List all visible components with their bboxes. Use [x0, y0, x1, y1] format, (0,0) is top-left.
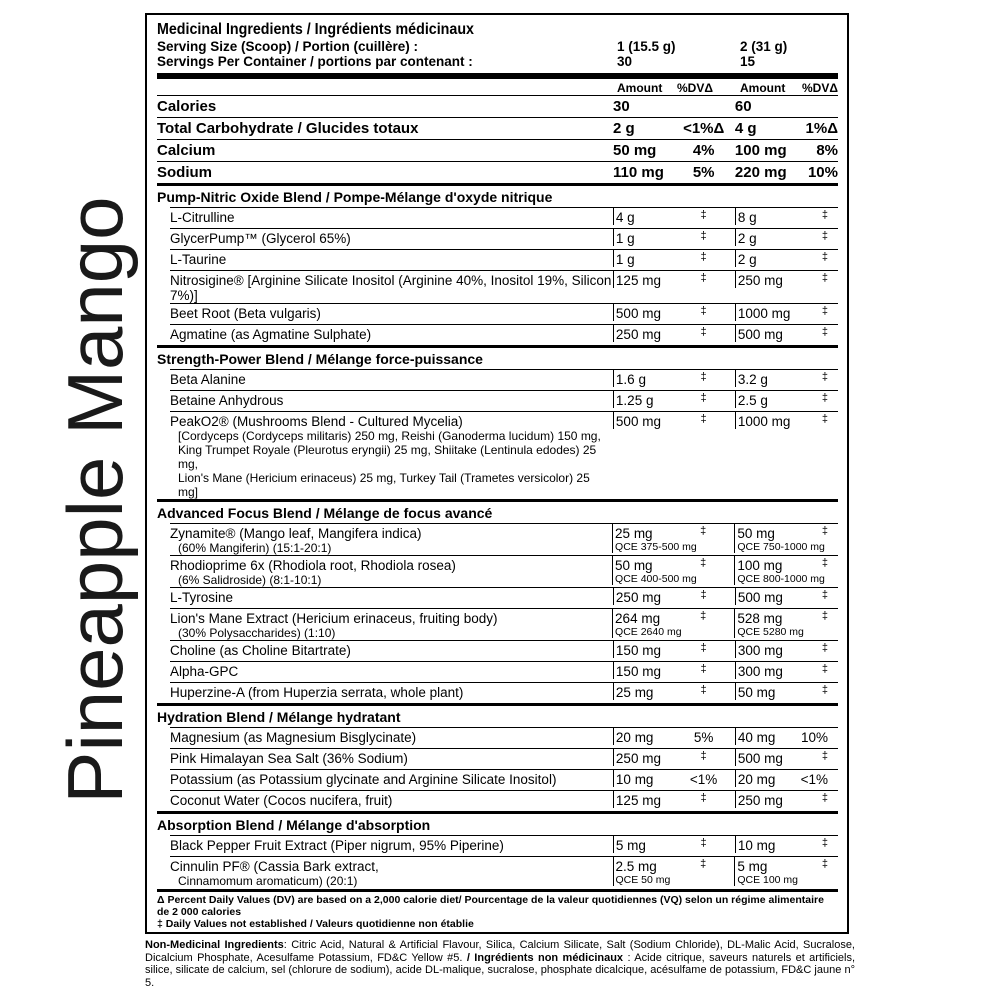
- amount-1: 150 mg: [615, 664, 661, 679]
- amount-1: 1.25 g: [615, 393, 654, 408]
- amount-2: 100 mg: [737, 558, 783, 573]
- non-medicinal-text-fr: : Acide citrique, saveurs naturels et artificiels, silice, silicate de calcium, sel (chlorure de sodium), acide DL-malique, sucralose, phosphate dicalcique, acésulfame de potassium, FD&C jaune n° 5.: [145, 951, 856, 989]
- ingredient-name-cell: [170, 208, 613, 225]
- amount-1: 500 mg: [615, 306, 661, 321]
- ingredient-name-detail: (30% Polysaccharides) (1:10): [178, 626, 336, 640]
- dv-1: ‡: [700, 209, 707, 221]
- amount-2-cell: [735, 229, 796, 246]
- ingredient-name: Magnesium (as Magnesium Bisglycinate): [170, 730, 417, 745]
- amount-2-cell: [735, 641, 796, 658]
- qce-1: QCE 400-500 mg: [615, 573, 697, 585]
- servings-label: Servings Per Container / portions par contenant :: [157, 54, 473, 69]
- serving-size-row: [157, 39, 838, 54]
- dv-1: ‡: [700, 684, 707, 696]
- dv-1: ‡: [700, 272, 707, 284]
- amount-2-cell: [735, 728, 796, 745]
- nutrient-name: Sodium: [157, 164, 212, 181]
- amount-2-cell: [735, 770, 796, 787]
- servings-row: [157, 54, 838, 69]
- hydration-list: [157, 727, 838, 811]
- amount-2: 220 mg: [734, 164, 787, 181]
- amount-1: 25 mg: [615, 526, 653, 541]
- dv-2: 8%: [816, 142, 838, 159]
- amount-1-cell: [613, 641, 672, 658]
- amount-2: 100 mg: [734, 142, 787, 159]
- major-nutrients: [157, 95, 838, 183]
- amount-2: 60: [734, 98, 752, 115]
- amount-1: 50 mg: [615, 558, 653, 573]
- amount-2-cell: [735, 325, 796, 342]
- ingredient-row: [170, 856, 838, 888]
- amount-1: 250 mg: [615, 327, 661, 342]
- ingredient-name-cell: [170, 524, 612, 555]
- footnote-nodv: ‡ Daily Values not established / Valeurs quotidienne non établie: [157, 918, 474, 930]
- ingredient-row: [170, 790, 838, 811]
- ingredient-name: Agmatine (as Agmatine Sulphate): [170, 327, 372, 342]
- ingredient-name: Cinnulin PF® (Cassia Bark extract,: [170, 859, 379, 874]
- ingredient-name-cell: [170, 609, 612, 640]
- nutrient-name: Calories: [157, 98, 217, 115]
- amount-1-cell: [612, 609, 682, 638]
- dv-2: ‡: [821, 230, 828, 242]
- amount-1: 125 mg: [615, 793, 661, 808]
- ingredient-row: [170, 369, 838, 390]
- ingredient-name-cell: [170, 412, 613, 499]
- dv-2: ‡: [821, 684, 828, 696]
- flavor-name-area: [40, 100, 150, 900]
- nutrient-row: [157, 161, 838, 183]
- dv-2: 1%Δ: [805, 120, 838, 137]
- column-headers: [157, 79, 838, 95]
- ingredient-name: Rhodioprime 6x (Rhodiola root, Rhodiola rosea): [170, 558, 456, 573]
- ingredient-name: Lion's Mane Extract (Hericium erinaceus, fruiting body): [170, 611, 498, 626]
- dv-2: ‡: [821, 272, 828, 284]
- amount-1: 150 mg: [615, 643, 661, 658]
- ingredient-name-detail: (60% Mangiferin) (15:1-20:1): [178, 541, 332, 555]
- ingredient-subline: King Trumpet Royale (Pleurotus eryngii) 25 mg, Shiitake (Lentinula edodes) 25 mg,: [178, 443, 597, 471]
- footnote-dv: Δ Percent Daily Values (DV) are based on a 2,000 calorie diet/ Pourcentage de la valeur quotidiennes (VQ) selon un régime alimentaire de 2 000 calories: [157, 894, 824, 918]
- ingredient-row: [170, 748, 838, 769]
- ingredient-row: [170, 411, 838, 499]
- ingredient-name: Nitrosigine® [Arginine Silicate Inositol (Arginine 40%, Inositol 19%, Silicon 7%)]: [170, 273, 612, 303]
- amount-1-cell: [613, 271, 672, 288]
- serving-size-2: 2 (31 g): [740, 39, 788, 54]
- nutrient-row: [157, 139, 838, 161]
- ingredient-name-cell: [170, 391, 613, 408]
- dv-2: ‡: [821, 663, 828, 675]
- ingredient-row: [170, 661, 838, 682]
- ingredient-name-cell: [170, 250, 613, 267]
- non-medicinal-label-fr: / Ingrédients non médicinaux: [462, 951, 624, 964]
- ingredient-row: [170, 324, 838, 345]
- amount-2-cell: [735, 749, 796, 766]
- ingredient-subline: [Cordyceps (Cordyceps militaris) 250 mg, Reishi (Ganoderma lucidum) 150 mg,: [178, 429, 601, 443]
- non-medicinal-label: Non-Medicinal Ingredients: [145, 939, 284, 951]
- qce-2: QCE 100 mg: [737, 874, 799, 886]
- strength-list: [157, 369, 838, 499]
- amount-2-cell: [735, 588, 796, 605]
- amount-1-cell: [613, 662, 672, 679]
- ingredient-name-cell: [170, 662, 613, 679]
- dv-2: ‡: [821, 610, 828, 622]
- amount-2: 4 g: [734, 120, 757, 137]
- amount-1-cell: [613, 683, 672, 700]
- amount-2: 2 g: [737, 252, 757, 267]
- ingredient-name: Zynamite® (Mango leaf, Mangifera indica): [170, 526, 422, 541]
- amount-1-cell: [613, 370, 672, 387]
- ingredient-subline: Lion's Mane (Hericium erinaceus) 25 mg, Turkey Tail (Trametes versicolor) 25 mg]: [178, 471, 590, 499]
- dv-2: ‡: [821, 413, 828, 425]
- footnotes: [157, 889, 838, 930]
- amount-1: 110 mg: [612, 164, 664, 181]
- ingredient-name-cell: [170, 229, 613, 246]
- section-absorption: Absorption Blend / Mélange d'absorption: [157, 816, 431, 833]
- dv-2: ‡: [821, 209, 828, 221]
- amount-2: 500 mg: [737, 751, 783, 766]
- supplement-facts-panel: [145, 13, 849, 934]
- col-amount-2: Amount: [740, 81, 786, 95]
- dv-2: 10%: [807, 164, 838, 181]
- amount-2: 10 mg: [737, 838, 776, 853]
- amount-2-cell: [735, 791, 796, 808]
- amount-1-cell: [613, 836, 672, 853]
- servings-2: 15: [740, 54, 756, 69]
- col-dv-2: %DVΔ: [802, 81, 838, 95]
- qce-1: QCE 50 mg: [615, 874, 671, 886]
- amount-1: 250 mg: [615, 751, 661, 766]
- nutrient-name: Calcium: [157, 142, 216, 159]
- ingredient-row: [170, 727, 838, 748]
- dv-2: ‡: [821, 750, 828, 762]
- amount-1: 4 g: [615, 210, 635, 225]
- ingredient-name: Betaine Anhydrous: [170, 393, 284, 408]
- ingredient-name: GlycerPump™ (Glycerol 65%): [170, 231, 351, 246]
- ingredient-name: Beet Root (Beta vulgaris): [170, 306, 321, 321]
- dv-1: ‡: [700, 642, 707, 654]
- dv-1: 5%: [692, 164, 715, 181]
- amount-2: 1000 mg: [737, 306, 791, 321]
- amount-1-cell: [612, 524, 697, 553]
- amount-2-cell: [734, 556, 825, 585]
- dv-2: ‡: [821, 326, 828, 338]
- non-medicinal-text: : Citric Acid, Natural & Artificial Flavour, Silica, Calcium Silicate, Salt (Sodium Chloride), DL-Malic Acid, Sucralose, Dicalcium Phosphate, Acesulfame Potassium, FD&C Yellow #5.: [145, 939, 855, 964]
- serving-size-1: 1 (15.5 g): [617, 39, 676, 54]
- amount-1: 50 mg: [612, 142, 657, 159]
- amount-2: 3.2 g: [737, 372, 768, 387]
- amount-2-cell: [735, 304, 796, 321]
- amount-1-cell: [613, 588, 672, 605]
- ingredient-name: Black Pepper Fruit Extract (Piper nigrum, 95% Piperine): [170, 838, 504, 853]
- amount-1-cell: [613, 728, 672, 745]
- ingredient-name-detail: Cinnamomum aromaticum) (20:1): [178, 874, 358, 888]
- dv-2: ‡: [821, 392, 828, 404]
- amount-1-cell: [613, 304, 672, 321]
- dv-2: ‡: [821, 371, 828, 383]
- amount-1: 20 mg: [615, 730, 654, 745]
- amount-1: 264 mg: [615, 611, 661, 626]
- ingredient-name: L-Citrulline: [170, 210, 235, 225]
- ingredient-name-cell: [170, 304, 613, 321]
- amount-2: 5 mg: [737, 859, 768, 874]
- amount-1: 5 mg: [615, 838, 646, 853]
- amount-2-cell: [735, 391, 796, 408]
- amount-2: 20 mg: [737, 772, 776, 787]
- serving-size-label: Serving Size (Scoop) / Portion (cuillère) :: [157, 39, 419, 54]
- dv-2: 10%: [800, 730, 828, 745]
- ingredient-name: L-Taurine: [170, 252, 227, 267]
- amount-1: 10 mg: [615, 772, 654, 787]
- dv-1: ‡: [700, 305, 707, 317]
- amount-2-cell: [735, 250, 796, 267]
- ingredient-row: [170, 390, 838, 411]
- amount-2: 8 g: [737, 210, 757, 225]
- amount-1: 2.5 mg: [615, 859, 657, 874]
- ingredient-row: [170, 769, 838, 790]
- ingredient-name-cell: [170, 370, 613, 387]
- amount-2: 500 mg: [737, 590, 783, 605]
- amount-2-cell: [735, 662, 796, 679]
- ingredient-row: [170, 207, 838, 228]
- amount-2-cell: [735, 683, 796, 700]
- amount-1-cell: [613, 229, 672, 246]
- ingredient-name: Coconut Water (Cocos nucifera, fruit): [170, 793, 393, 808]
- amount-1-cell: [613, 770, 672, 787]
- ingredient-row: [170, 682, 838, 703]
- ingredient-name: Pink Himalayan Sea Salt (36% Sodium): [170, 751, 408, 766]
- ingredient-row: [170, 608, 838, 640]
- amount-2-cell: [735, 836, 796, 853]
- amount-2-cell: [735, 370, 796, 387]
- amount-2: 1000 mg: [737, 414, 791, 429]
- ingredient-name-cell: [170, 836, 613, 853]
- amount-1: 125 mg: [615, 273, 661, 288]
- absorption-list: [157, 835, 838, 888]
- dv-1: ‡: [700, 837, 707, 849]
- dv-1: ‡: [700, 557, 707, 569]
- ingredient-name-cell: [170, 588, 613, 605]
- dv-1: 5%: [693, 730, 714, 745]
- amount-1: 30: [612, 98, 630, 115]
- ingredient-row: [170, 270, 838, 303]
- section-strength: Strength-Power Blend / Mélange force-puissance: [157, 350, 483, 367]
- amount-2-cell: [735, 271, 796, 288]
- ingredient-row: [170, 587, 838, 608]
- dv-1: ‡: [700, 371, 707, 383]
- dv-2: ‡: [821, 589, 828, 601]
- ingredient-row: [170, 249, 838, 270]
- ingredient-name-cell: [170, 728, 613, 745]
- qce-2: QCE 5280 mg: [737, 626, 804, 638]
- amount-1-cell: [612, 556, 697, 585]
- dv-1: ‡: [700, 326, 707, 338]
- ingredient-row: [170, 303, 838, 324]
- amount-2-cell: [734, 857, 799, 886]
- dv-2: <1%: [800, 772, 828, 787]
- dv-2: ‡: [821, 642, 828, 654]
- dv-1: ‡: [700, 750, 707, 762]
- flavor-name: Pineapple Mango: [51, 196, 139, 804]
- section-pump: Pump-Nitric Oxide Blend / Pompe-Mélange d'oxyde nitrique: [157, 188, 553, 205]
- amount-1-cell: [613, 412, 672, 429]
- amount-2: 300 mg: [737, 664, 783, 679]
- amount-2-cell: [735, 412, 796, 429]
- dv-1: ‡: [700, 589, 707, 601]
- dv-1: ‡: [700, 610, 707, 622]
- amount-2-cell: [734, 524, 825, 553]
- dv-1: 4%: [692, 142, 715, 159]
- nutrient-name: Total Carbohydrate / Glucides totaux: [157, 120, 419, 137]
- dv-1: ‡: [700, 792, 707, 804]
- ingredient-name-cell: [170, 770, 613, 787]
- qce-1: QCE 2640 mg: [615, 626, 682, 638]
- qce-1: QCE 375-500 mg: [615, 541, 697, 553]
- dv-2: ‡: [821, 837, 828, 849]
- amount-1: 250 mg: [615, 590, 661, 605]
- amount-1-cell: [613, 749, 672, 766]
- ingredient-name-cell: [170, 271, 613, 303]
- ingredient-name: PeakO2® (Mushrooms Blend - Cultured Mycelia): [170, 414, 463, 429]
- dv-1: ‡: [700, 663, 707, 675]
- ingredient-row: [170, 555, 838, 587]
- ingredient-row: [170, 228, 838, 249]
- ingredient-name: Beta Alanine: [170, 372, 246, 387]
- dv-2: ‡: [821, 305, 828, 317]
- dv-2: ‡: [821, 557, 828, 569]
- dv-2: ‡: [821, 792, 828, 804]
- dv-2: ‡: [821, 525, 828, 537]
- section-hydration: Hydration Blend / Mélange hydratant: [157, 708, 401, 725]
- non-medicinal-ingredients: [145, 939, 855, 989]
- ingredient-name: Potassium (as Potassium glycinate and Arginine Silicate Inositol): [170, 772, 557, 787]
- amount-2-cell: [734, 609, 804, 638]
- dv-1: ‡: [700, 251, 707, 263]
- amount-2: 250 mg: [737, 793, 783, 808]
- dv-2: ‡: [821, 251, 828, 263]
- ingredient-name-detail: (6% Salidroside) (8:1-10:1): [178, 573, 322, 587]
- amount-1: 1 g: [615, 252, 635, 267]
- dv-1: ‡: [700, 858, 707, 870]
- ingredient-name: Alpha-GPC: [170, 664, 239, 679]
- dv-1: <1%: [689, 772, 718, 787]
- amount-1: 2 g: [612, 120, 635, 137]
- focus-list: [157, 523, 838, 703]
- ingredient-name-cell: [170, 325, 613, 342]
- ingredient-name: Choline (as Choline Bitartrate): [170, 643, 351, 658]
- ingredient-name-cell: [170, 683, 613, 700]
- section-focus: Advanced Focus Blend / Mélange de focus avancé: [157, 504, 493, 521]
- amount-1-cell: [613, 857, 672, 886]
- amount-1-cell: [613, 791, 672, 808]
- dv-2: ‡: [821, 858, 828, 870]
- ingredient-row: [170, 835, 838, 856]
- dv-1: ‡: [700, 392, 707, 404]
- dv-1: ‡: [700, 525, 707, 537]
- ingredient-name: L-Tyrosine: [170, 590, 234, 605]
- amount-2: 528 mg: [737, 611, 783, 626]
- amount-1: 500 mg: [615, 414, 661, 429]
- amount-2: 300 mg: [737, 643, 783, 658]
- amount-2: 50 mg: [737, 685, 776, 700]
- dv-1: ‡: [700, 413, 707, 425]
- qce-2: QCE 750-1000 mg: [737, 541, 825, 553]
- amount-2: 250 mg: [737, 273, 783, 288]
- amount-1: 1.6 g: [615, 372, 646, 387]
- dv-1: <1%Δ: [683, 120, 725, 137]
- pump-list: [157, 207, 838, 345]
- amount-2: 50 mg: [737, 526, 775, 541]
- amount-2: 40 mg: [737, 730, 776, 745]
- ingredient-name-cell: [170, 641, 613, 658]
- nutrient-row: [157, 95, 838, 117]
- ingredient-row: [170, 523, 838, 555]
- ingredient-name-cell: [170, 749, 613, 766]
- ingredient-name: Huperzine-A (from Huperzia serrata, whole plant): [170, 685, 464, 700]
- amount-2: 2.5 g: [737, 393, 768, 408]
- dv-1: ‡: [700, 230, 707, 242]
- qce-2: QCE 800-1000 mg: [737, 573, 825, 585]
- amount-1-cell: [613, 391, 672, 408]
- panel-title: Medicinal Ingredients / Ingrédients médicinaux: [157, 21, 474, 38]
- amount-1-cell: [613, 250, 672, 267]
- nutrient-row: [157, 117, 838, 139]
- ingredient-name-cell: [170, 791, 613, 808]
- col-amount-1: Amount: [617, 81, 663, 95]
- amount-2: 500 mg: [737, 327, 783, 342]
- servings-1: 30: [617, 54, 633, 69]
- amount-2: 2 g: [737, 231, 757, 246]
- amount-1: 1 g: [615, 231, 635, 246]
- amount-2-cell: [735, 208, 796, 225]
- ingredient-name-cell: [170, 857, 613, 888]
- ingredient-name-cell: [170, 556, 612, 587]
- ingredient-row: [170, 640, 838, 661]
- amount-1: 25 mg: [615, 685, 654, 700]
- amount-1-cell: [613, 325, 672, 342]
- col-dv-1: %DVΔ: [677, 81, 713, 95]
- amount-1-cell: [613, 208, 672, 225]
